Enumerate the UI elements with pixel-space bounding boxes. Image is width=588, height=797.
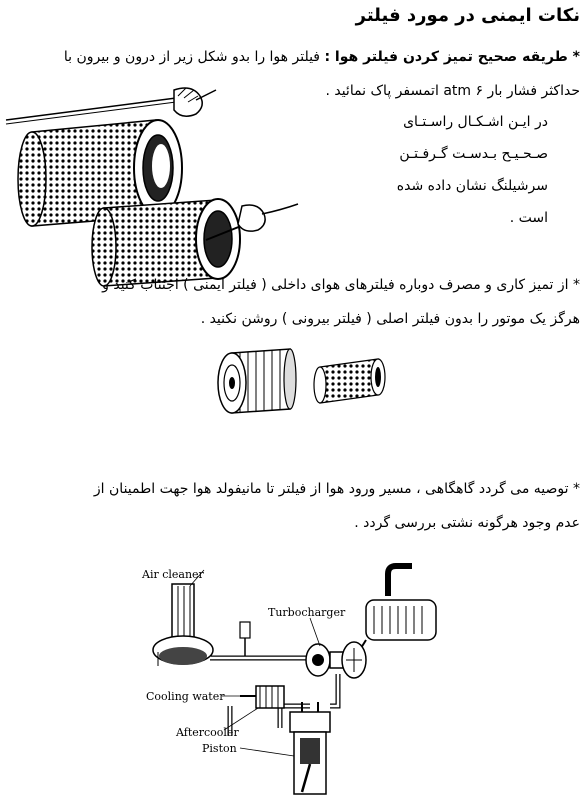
turbocharger-unit [306,642,366,678]
cleaning-heading: * طریقه صحیح تمیز کردن فیلتر هوا : [324,49,580,65]
restriction-gauge [240,622,250,656]
advice-line-2: عدم وجود هرگونه نشتی بررسی گردد . [354,515,580,531]
cooling-water-label: Cooling water [146,690,225,703]
exhaust-silencer [356,566,436,656]
inner-filter-element [314,359,385,403]
piston-label: Piston [202,742,237,755]
leak-check-advice [5,472,580,540]
hose-caption-line-4: است . [509,210,548,226]
advice-line-1: * توصیه می گردد گاهگاهی ، مسیر ورود هوا از فیلتر تا مانیفولد هوا جهت اطمینان از [93,481,580,497]
warning-line-1: * از تمیز کاری و مصرف دوباره فیلترهای هوای داخلی ( فیلتر ایمنی ) اجتناب کنید و [102,277,580,293]
filter-cleaning-illustration [6,80,306,250]
cleaning-line-1: فیلتر هوا را بدو شکل زیر از درون و بیرون با [63,49,320,65]
cleaning-line-2: حداکثر فشار بار atm ۶ اتمسفر پاک نمائید . [325,83,580,99]
page-title: نکات ایمنی در مورد فیلتر [355,5,580,26]
hose-caption-line-2: صـحـیـح بـدسـت گـرفـتـن [399,146,548,162]
hose-caption [348,106,548,234]
warning-line-2: هرگز یک موتور را بدون فیلتر اصلی ( فیلتر بیرونی ) روشن نکنید . [200,311,580,327]
hose-caption-line-1: در ایـن اشـکـال راسـتـای [403,114,548,130]
air-intake-diagram [130,556,490,796]
hose-caption-line-3: سرشیلنگ نشان داده شده [396,178,548,194]
turbocharger-label: Turbocharger [268,606,346,619]
outer-filter-element [218,349,296,413]
air-cleaner-unit [153,584,213,666]
air-cleaner-label: Air cleaner [142,568,204,581]
filter-elements-illustration [210,345,410,425]
aftercooler-label: Aftercooler [176,726,239,739]
safety-filter-warning [5,268,580,336]
engine-piston [290,702,330,794]
aftercooler-unit [240,686,284,708]
